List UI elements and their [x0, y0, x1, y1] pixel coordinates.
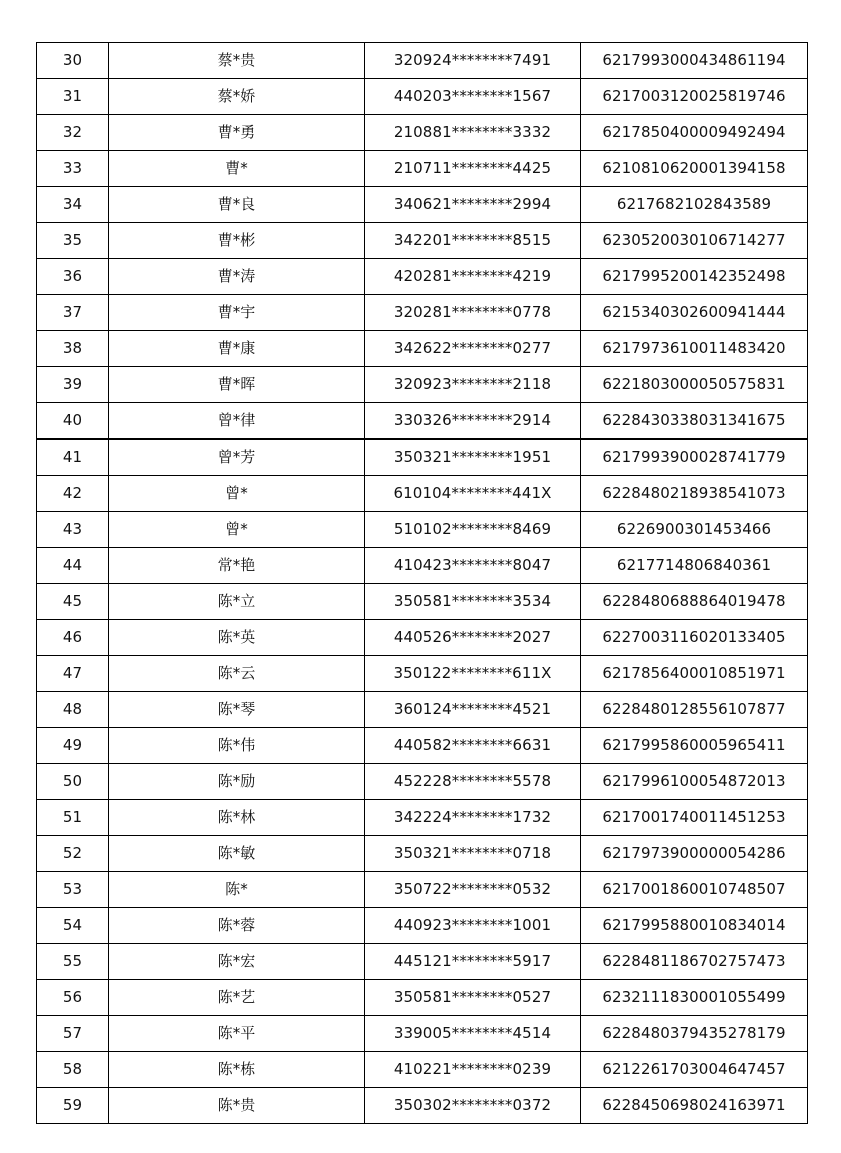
account-number-cell: 6212261703004647457 [581, 1052, 808, 1088]
id-number-cell: 342201********8515 [365, 223, 581, 259]
id-number-cell: 440203********1567 [365, 79, 581, 115]
row-number-cell: 41 [37, 439, 109, 476]
table-row [37, 367, 808, 403]
id-number-cell: 320281********0778 [365, 295, 581, 331]
id-number-cell: 445121********5917 [365, 944, 581, 980]
id-number-cell: 410221********0239 [365, 1052, 581, 1088]
account-number-cell: 6217001740011451253 [581, 800, 808, 836]
roster-table-body [37, 43, 808, 1124]
table-row [37, 800, 808, 836]
id-number-cell: 330326********2914 [365, 403, 581, 440]
name-cell: 陈*平 [109, 1016, 365, 1052]
account-number-cell: 6230520030106714277 [581, 223, 808, 259]
account-number-cell: 6215340302600941444 [581, 295, 808, 331]
account-number-cell: 6217995200142352498 [581, 259, 808, 295]
table-row [37, 295, 808, 331]
table-row [37, 620, 808, 656]
account-number-cell: 6228450698024163971 [581, 1088, 808, 1124]
name-cell: 陈*琴 [109, 692, 365, 728]
id-number-cell: 339005********4514 [365, 1016, 581, 1052]
account-number-cell: 6217714806840361 [581, 548, 808, 584]
id-number-cell: 210881********3332 [365, 115, 581, 151]
row-number-cell: 53 [37, 872, 109, 908]
account-number-cell: 6210810620001394158 [581, 151, 808, 187]
table-row [37, 764, 808, 800]
table-row [37, 980, 808, 1016]
name-cell: 常*艳 [109, 548, 365, 584]
id-number-cell: 360124********4521 [365, 692, 581, 728]
id-number-cell: 340621********2994 [365, 187, 581, 223]
row-number-cell: 55 [37, 944, 109, 980]
row-number-cell: 40 [37, 403, 109, 440]
table-row [37, 584, 808, 620]
table-row [37, 1088, 808, 1124]
row-number-cell: 58 [37, 1052, 109, 1088]
name-cell: 曾* [109, 512, 365, 548]
id-number-cell: 350722********0532 [365, 872, 581, 908]
account-number-cell: 6228480128556107877 [581, 692, 808, 728]
table-row [37, 872, 808, 908]
account-number-cell: 6217973610011483420 [581, 331, 808, 367]
name-cell: 蔡*贵 [109, 43, 365, 79]
name-cell: 陈*艺 [109, 980, 365, 1016]
row-number-cell: 51 [37, 800, 109, 836]
row-number-cell: 42 [37, 476, 109, 512]
id-number-cell: 210711********4425 [365, 151, 581, 187]
account-number-cell: 6217003120025819746 [581, 79, 808, 115]
row-number-cell: 46 [37, 620, 109, 656]
name-cell: 曹*宇 [109, 295, 365, 331]
name-cell: 陈*林 [109, 800, 365, 836]
row-number-cell: 32 [37, 115, 109, 151]
row-number-cell: 49 [37, 728, 109, 764]
name-cell: 陈*励 [109, 764, 365, 800]
id-number-cell: 440526********2027 [365, 620, 581, 656]
account-number-cell: 6217001860010748507 [581, 872, 808, 908]
account-number-cell: 6232111830001055499 [581, 980, 808, 1016]
name-cell: 曹*勇 [109, 115, 365, 151]
account-number-cell: 6217856400010851971 [581, 656, 808, 692]
account-number-cell: 6221803000050575831 [581, 367, 808, 403]
row-number-cell: 50 [37, 764, 109, 800]
row-number-cell: 38 [37, 331, 109, 367]
table-row [37, 187, 808, 223]
table-row [37, 403, 808, 440]
name-cell: 曾* [109, 476, 365, 512]
table-row [37, 548, 808, 584]
roster-table [36, 42, 808, 1124]
row-number-cell: 54 [37, 908, 109, 944]
row-number-cell: 52 [37, 836, 109, 872]
row-number-cell: 30 [37, 43, 109, 79]
id-number-cell: 610104********441X [365, 476, 581, 512]
name-cell: 曹*良 [109, 187, 365, 223]
account-number-cell: 6217996100054872013 [581, 764, 808, 800]
name-cell: 曾*律 [109, 403, 365, 440]
account-number-cell: 6217995880010834014 [581, 908, 808, 944]
row-number-cell: 31 [37, 79, 109, 115]
row-number-cell: 33 [37, 151, 109, 187]
name-cell: 陈*伟 [109, 728, 365, 764]
id-number-cell: 350122********611X [365, 656, 581, 692]
account-number-cell: 6228480688864019478 [581, 584, 808, 620]
table-row [37, 512, 808, 548]
id-number-cell: 350581********3534 [365, 584, 581, 620]
id-number-cell: 440923********1001 [365, 908, 581, 944]
table-row [37, 331, 808, 367]
table-row [37, 259, 808, 295]
id-number-cell: 320923********2118 [365, 367, 581, 403]
id-number-cell: 350302********0372 [365, 1088, 581, 1124]
account-number-cell: 6226900301453466 [581, 512, 808, 548]
row-number-cell: 57 [37, 1016, 109, 1052]
account-number-cell: 6228430338031341675 [581, 403, 808, 440]
account-number-cell: 6217850400009492494 [581, 115, 808, 151]
name-cell: 陈*宏 [109, 944, 365, 980]
row-number-cell: 35 [37, 223, 109, 259]
id-number-cell: 350581********0527 [365, 980, 581, 1016]
id-number-cell: 342622********0277 [365, 331, 581, 367]
table-row [37, 692, 808, 728]
name-cell: 曹*康 [109, 331, 365, 367]
name-cell: 陈* [109, 872, 365, 908]
row-number-cell: 44 [37, 548, 109, 584]
id-number-cell: 452228********5578 [365, 764, 581, 800]
table-row [37, 439, 808, 476]
table-row [37, 79, 808, 115]
table-row [37, 656, 808, 692]
account-number-cell: 6217973900000054286 [581, 836, 808, 872]
name-cell: 曹* [109, 151, 365, 187]
table-row [37, 223, 808, 259]
id-number-cell: 342224********1732 [365, 800, 581, 836]
name-cell: 曾*芳 [109, 439, 365, 476]
account-number-cell: 6228480218938541073 [581, 476, 808, 512]
id-number-cell: 510102********8469 [365, 512, 581, 548]
row-number-cell: 37 [37, 295, 109, 331]
table-row [37, 1052, 808, 1088]
table-row [37, 1016, 808, 1052]
table-row [37, 728, 808, 764]
name-cell: 陈*立 [109, 584, 365, 620]
account-number-cell: 6228480379435278179 [581, 1016, 808, 1052]
id-number-cell: 350321********1951 [365, 439, 581, 476]
account-number-cell: 6227003116020133405 [581, 620, 808, 656]
name-cell: 陈*栋 [109, 1052, 365, 1088]
table-row [37, 908, 808, 944]
name-cell: 陈*蓉 [109, 908, 365, 944]
id-number-cell: 420281********4219 [365, 259, 581, 295]
table-row [37, 43, 808, 79]
table-row [37, 151, 808, 187]
account-number-cell: 6217682102843589 [581, 187, 808, 223]
name-cell: 陈*英 [109, 620, 365, 656]
row-number-cell: 47 [37, 656, 109, 692]
table-row [37, 836, 808, 872]
account-number-cell: 6217993000434861194 [581, 43, 808, 79]
account-number-cell: 6228481186702757473 [581, 944, 808, 980]
name-cell: 曹*涛 [109, 259, 365, 295]
id-number-cell: 350321********0718 [365, 836, 581, 872]
id-number-cell: 440582********6631 [365, 728, 581, 764]
row-number-cell: 56 [37, 980, 109, 1016]
table-row [37, 115, 808, 151]
id-number-cell: 320924********7491 [365, 43, 581, 79]
table-row [37, 476, 808, 512]
row-number-cell: 36 [37, 259, 109, 295]
name-cell: 陈*敏 [109, 836, 365, 872]
account-number-cell: 6217993900028741779 [581, 439, 808, 476]
row-number-cell: 39 [37, 367, 109, 403]
name-cell: 陈*云 [109, 656, 365, 692]
row-number-cell: 34 [37, 187, 109, 223]
account-number-cell: 6217995860005965411 [581, 728, 808, 764]
row-number-cell: 45 [37, 584, 109, 620]
name-cell: 陈*贵 [109, 1088, 365, 1124]
table-row [37, 944, 808, 980]
row-number-cell: 59 [37, 1088, 109, 1124]
row-number-cell: 48 [37, 692, 109, 728]
id-number-cell: 410423********8047 [365, 548, 581, 584]
name-cell: 曹*晖 [109, 367, 365, 403]
row-number-cell: 43 [37, 512, 109, 548]
name-cell: 曹*彬 [109, 223, 365, 259]
name-cell: 蔡*娇 [109, 79, 365, 115]
